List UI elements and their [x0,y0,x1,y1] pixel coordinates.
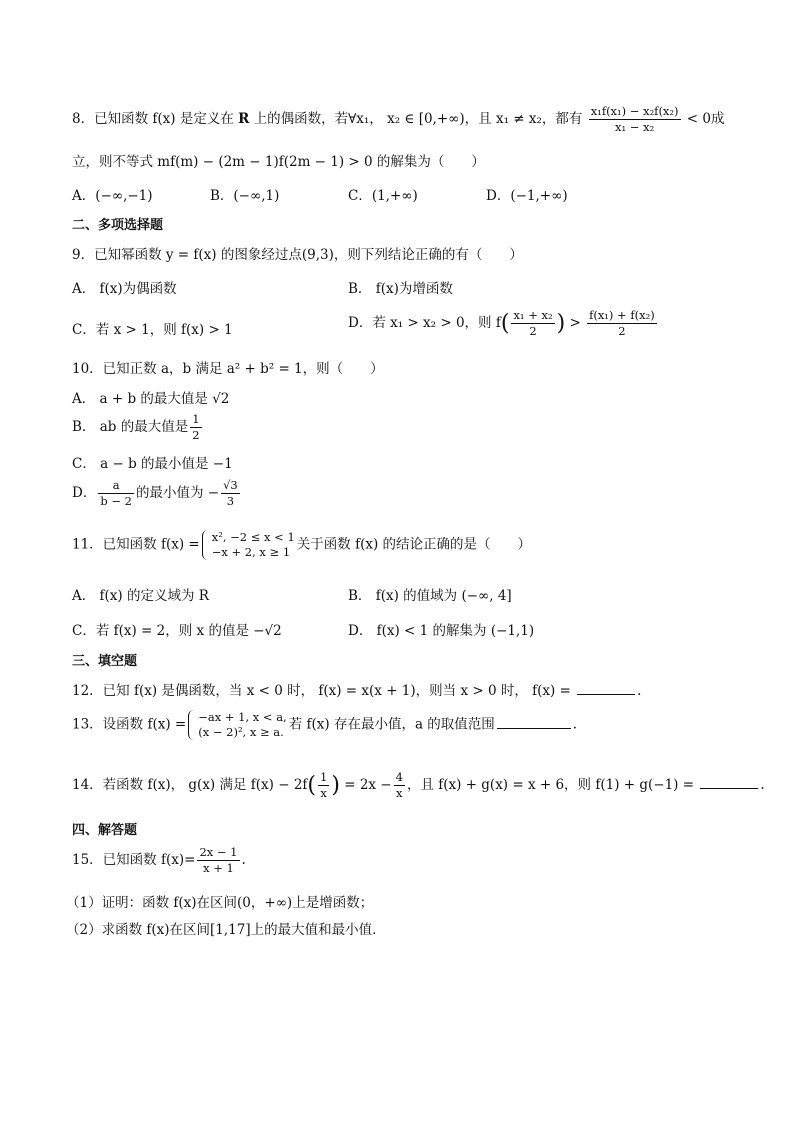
q9-option-b: B． f(x)为增函数 [348,281,453,297]
q8-frac-num: x₁f(x₁) − x₂f(x₂) [590,104,679,118]
q10-b-frac [190,412,201,443]
q10-d-text: 的最小值为 − [135,485,220,501]
q9-d-gt: > [565,315,586,331]
q9-option-d: D．若 x₁ > x₂ > 0，则 f( $\frac{\text{x₁ + x₂}}{2}$ ) > $\frac{\text{f(x₁) + f(x₂)}}{2}$ [348,308,655,338]
q10-d-frac2 [221,478,240,509]
q10-d-frac1-num: a [98,478,134,494]
q10-b-text: B． ab 的最大值是 [72,419,189,435]
q10-d-frac1 [98,478,134,509]
q13-stem-b: 若 f(x) 存在最小值，a 的取值范围 [288,716,495,733]
q11-option-a: A． f(x) 的定义域为 R [72,588,209,604]
q10-d-frac2-den: 3 [226,494,235,508]
q13-end: . [572,716,578,733]
q8-text-b: 上的偶函数，若∀x₁， x₂ ∈ [0,+∞)，且 x₁ ≠ x₂，都有 [249,111,583,127]
q11-case2: −x + 2, x ≥ 1 [211,545,291,559]
q14-text-b: = 2x − [339,777,392,793]
q14-frac2-den: x [396,786,403,800]
q10-stem: 10．已知正数 a，b 满足 a² + b² = 1，则（ ） [72,361,384,377]
q9-d-frac1-num: x₁ + x₂ [513,308,553,322]
q8-option-d: D．(−1,+∞) [486,188,568,204]
q8-line1 [72,104,725,135]
section-answer: 四、解答题 [72,823,138,838]
q13-answer-blank[interactable] [497,716,571,729]
q14-frac1-den: x [320,786,327,800]
q15-frac [197,845,239,876]
q14-frac1-num: 1 [320,770,328,784]
q10-option-a: A． a + b 的最大值是 √2 [72,391,230,407]
q13-case2: (x − 2)², x ≥ a. [198,725,284,739]
q11-stem-b: 关于函数 f(x) 的结论正确的是（ ） [296,536,532,553]
q10-option-b [72,412,204,443]
q10-b-frac-num: 1 [192,412,200,426]
q15-part1: （1）证明：函数 f(x)在区间(0，+∞)上是增函数； [66,895,374,911]
q15-part2: （2）求函数 f(x)在区间[1,17]上的最大值和最小值． [66,922,386,938]
q11-piecewise [202,530,295,560]
q12-end: . [637,683,642,699]
q9-option-a: A． f(x)为偶函数 [72,281,177,297]
q8-frac-den: x₁ − x₂ [615,120,655,134]
q8-text-a: 8．已知函数 f(x) 是定义在 [72,111,239,127]
q9-option-c: C．若 x > 1，则 f(x) > 1 [72,322,233,338]
q13 [72,710,577,740]
q9-stem: 9．已知幂函数 y = f(x) 的图象经过点(9,3)，则下列结论正确的有（ ） [72,247,523,263]
q14-frac2 [394,770,405,801]
q13-piecewise [188,710,287,740]
q15-frac-den: x + 1 [203,861,234,875]
q10-option-c: C． a − b 的最小值是 −1 [72,456,233,472]
q8-option-b: B．(−∞,1) [210,188,280,204]
q11-case1: x², −2 ≤ x < 1 [211,530,295,544]
q9-d-frac2 [587,308,657,339]
q9-d-frac1 [511,308,554,339]
q11-stem-a: 11．已知函数 f(x) = [72,536,200,553]
q11-stem [72,530,531,560]
q10-option-d [72,478,242,509]
q8-option-a: A．(−∞,−1) [72,188,153,204]
q9-d-text: D．若 x₁ > x₂ > 0，则 f [348,315,501,331]
q8-text-c: < 0成 [682,111,725,127]
q8-fraction [589,104,681,135]
q14-frac1 [318,770,329,801]
q13-stem-a: 13．设函数 f(x) = [72,716,187,733]
q9-d-frac2-den: 2 [618,324,626,338]
q14-text-a: 14．若函数 f(x)， g(x) 满足 f(x) − 2f [72,777,308,793]
q8-line2: 立，则不等式 mf(m) − (2m − 1)f(2m − 1) > 0 的解集为（ ） [72,154,485,170]
q15-stem-a: 15．已知函数 f(x)= [72,852,196,868]
q9-d-frac1-den: 2 [529,324,537,338]
q10-d-frac1-den: b − 2 [100,494,132,508]
q11-option-b: B． f(x) 的值域为 (−∞, 4] [348,588,512,604]
q15-stem [72,845,246,876]
section-fill-in: 三、填空题 [72,654,138,669]
q13-case1: −ax + 1, x < a, [198,710,287,724]
q14-end: . [760,777,765,793]
q15-frac-num: 2x − 1 [199,845,238,859]
q10-d-frac2-num: √3 [223,478,238,492]
q12 [72,679,641,699]
section-multiple-choice: 二、多项选择题 [72,218,164,233]
q14-answer-blank[interactable] [700,776,758,789]
q8-real-set: R [238,111,250,127]
q12-answer-blank[interactable] [577,682,635,695]
q8-option-c: C．(1,+∞) [348,188,418,204]
q15-stem-b: . [241,852,246,868]
q14-frac2-num: 4 [395,770,403,784]
q10-b-frac-den: 2 [192,428,200,442]
q11-option-c: C．若 f(x) = 2，则 x 的值是 −√2 [72,623,282,639]
q12-text: 12．已知 f(x) 是偶函数，当 x < 0 时， f(x) = x(x + 1)，则当 x > 0 时， f(x) = [72,683,576,699]
q11-option-d: D． f(x) < 1 的解集为 (−1,1) [348,623,535,639]
q14-text-c: ，且 f(x) + g(x) = x + 6，则 f(1) + g(−1) = [406,777,699,793]
q14: 14．若函数 f(x)， g(x) 满足 f(x) − 2f( $\frac{1}{x}$ ) = 2x − $\frac{4}{x}$ ，且 f(x) + g(x) = x + 6，则 f(1) + g(−1) = . [72,770,765,800]
q9-d-frac2-num: f(x₁) + f(x₂) [589,308,655,322]
q10-d-label: D． [72,485,97,501]
